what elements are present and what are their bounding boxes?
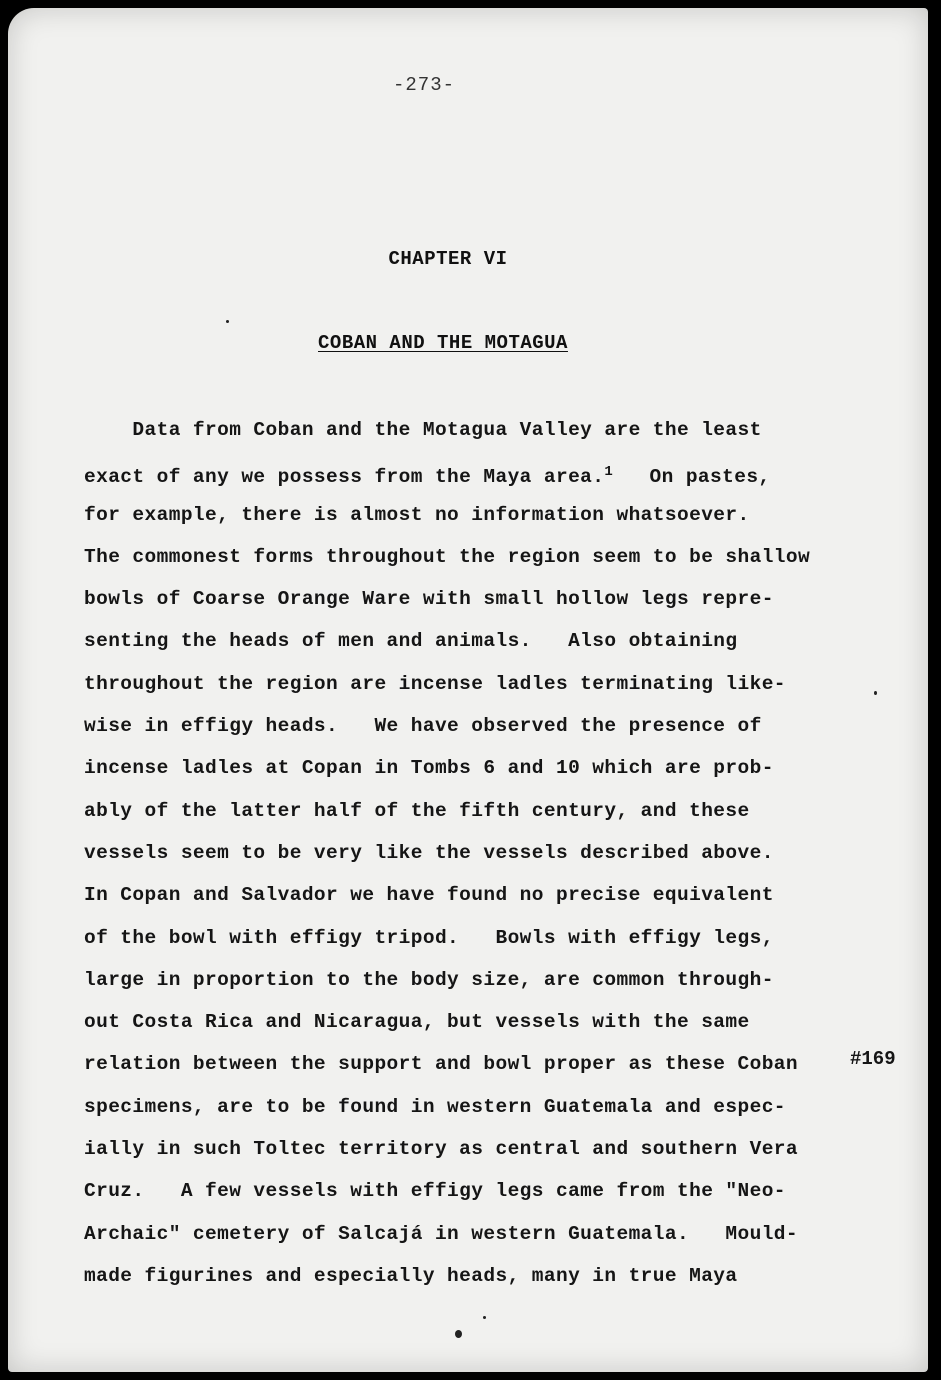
chapter-heading: CHAPTER VI bbox=[388, 248, 508, 270]
text-line: Cruz. A few vessels with effigy legs came from the "Neo- bbox=[84, 1180, 786, 1203]
text-line: ially in such Toltec territory as central and southern Vera bbox=[84, 1138, 799, 1161]
text-line: Archaic" cemetery of Salcajá in western Guatemala. Mould- bbox=[84, 1222, 799, 1245]
footnote-marker: 1 bbox=[604, 464, 614, 481]
text-line: throughout the region are incense ladles terminating like- bbox=[84, 672, 786, 695]
ink-speck bbox=[874, 691, 877, 695]
ink-speck bbox=[483, 1316, 486, 1319]
text-line: vessels seem to be very like the vessels described above. bbox=[84, 841, 774, 864]
text-line: incense ladles at Copan in Tombs 6 and 10 which are prob- bbox=[84, 757, 774, 780]
margin-note: #169 bbox=[850, 1048, 896, 1070]
text-line: Data from Coban and the Motagua Valley are the least bbox=[84, 419, 762, 441]
text-line: made figurines and especially heads, many in true Maya bbox=[84, 1264, 738, 1287]
section-title: COBAN AND THE MOTAGUA bbox=[318, 332, 568, 354]
text-line: In Copan and Salvador we have found no precise equivalent bbox=[84, 884, 774, 907]
text-line: ably of the latter half of the fifth century, and these bbox=[84, 799, 750, 822]
text-line: The commonest forms throughout the region seem to be shallow bbox=[84, 545, 811, 568]
text-line: bowls of Coarse Orange Ware with small hollow legs repre- bbox=[84, 588, 774, 611]
text-line: large in proportion to the body size, are common through- bbox=[84, 968, 774, 991]
page-number: -273- bbox=[393, 74, 456, 96]
text-line: of the bowl with effigy tripod. Bowls with effigy legs, bbox=[84, 926, 774, 949]
text-line-end: On pastes, bbox=[613, 466, 771, 489]
text-line: wise in effigy heads. We have observed the presence of bbox=[84, 715, 762, 738]
text-line: out Costa Rica and Nicaragua, but vessels with the same bbox=[84, 1011, 750, 1034]
text-line-with-footnote bbox=[84, 454, 844, 496]
typewritten-page bbox=[8, 8, 928, 1372]
text-line: relation between the support and bowl proper as these Coban bbox=[84, 1053, 799, 1076]
body-paragraph bbox=[84, 412, 844, 1300]
text-line: senting the heads of men and animals. Also obtaining bbox=[84, 630, 738, 653]
ink-speck bbox=[455, 1330, 462, 1338]
text-line: specimens, are to be found in western Guatemala and espec- bbox=[84, 1095, 786, 1118]
ink-speck bbox=[226, 320, 229, 323]
text-line: for example, there is almost no information whatsoever. bbox=[84, 503, 750, 526]
text-line-start: exact of any we possess from the Maya area. bbox=[84, 466, 605, 489]
